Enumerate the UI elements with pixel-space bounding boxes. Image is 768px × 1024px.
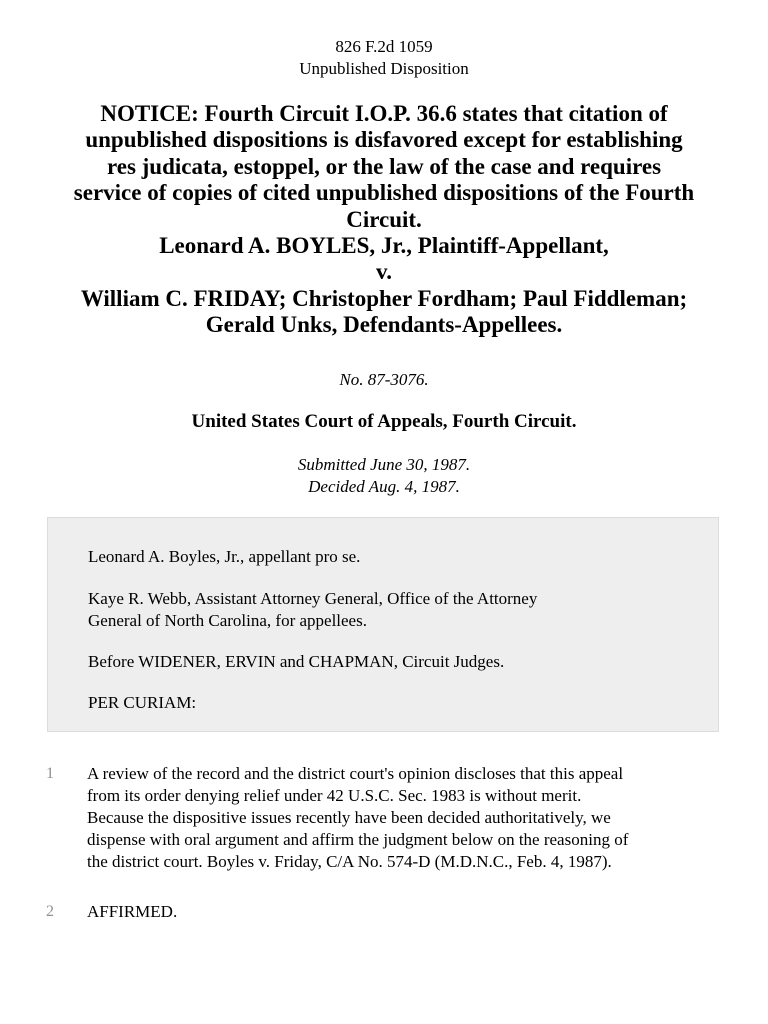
appellant-party: Leonard A. BOYLES, Jr., Plaintiff-Appellant,: [159, 233, 609, 259]
case-title: [30, 101, 738, 339]
judges-line: Before WIDENER, ERVIN and CHAPMAN, Circuit Judges.: [88, 652, 505, 671]
notice-line: res judicata, estoppel, or the law of the case and requires: [106, 153, 662, 179]
notice-line: NOTICE: Fourth Circuit I.O.P. 36.6 states that citation of: [100, 101, 668, 126]
notice-line: Circuit.: [346, 206, 422, 232]
notice-line: service of copies of cited unpublished dispositions of the Fourth: [73, 180, 695, 206]
citation-header: [0, 36, 768, 80]
case-dates: [0, 454, 768, 498]
paragraph-text: [87, 763, 628, 873]
counsel-panel: [47, 517, 719, 732]
paragraph-line: A review of the record and the district court's opinion discloses that this appeal: [87, 764, 624, 783]
appellees-counsel: [88, 588, 537, 632]
appellant-counsel: Leonard A. Boyles, Jr., appellant pro se.: [88, 547, 361, 566]
publication-status: Unpublished Disposition: [299, 59, 469, 78]
paragraph-line: Because the dispositive issues recently have been decided authoritatively, we: [87, 808, 611, 827]
paragraph-line: AFFIRMED.: [87, 902, 178, 921]
submitted-date: Submitted June 30, 1987.: [297, 455, 471, 474]
per-curiam-label: PER CURIAM:: [88, 693, 197, 712]
appellees-counsel-line: Kaye R. Webb, Assistant Attorney General, Office of the Attorney: [88, 589, 538, 608]
paragraph-line: from its order denying relief under 42 U.S.C. Sec. 1983 is without merit.: [87, 786, 582, 805]
notice-line: unpublished dispositions is disfavored except for establishing: [85, 127, 683, 153]
versus: v.: [376, 259, 392, 285]
docket-number: No. 87-3076.: [339, 370, 429, 389]
court-name: United States Court of Appeals, Fourth Circuit.: [191, 411, 577, 432]
reporter-citation: 826 F.2d 1059: [335, 37, 433, 56]
paragraph-text: [87, 901, 177, 923]
decided-date: Decided Aug. 4, 1987.: [308, 477, 460, 496]
appellees-party: Gerald Unks, Defendants-Appellees.: [205, 312, 563, 338]
paragraph-number: 1: [46, 765, 54, 782]
paragraph-line: the district court. Boyles v. Friday, C/A No. 574-D (M.D.N.C., Feb. 4, 1987).: [87, 852, 612, 871]
paragraph-number: 2: [46, 903, 54, 920]
paragraph-line: dispense with oral argument and affirm the judgment below on the reasoning of: [87, 830, 629, 849]
appellees-counsel-line: General of North Carolina, for appellees.: [88, 611, 367, 630]
appellees-party: William C. FRIDAY; Christopher Fordham; Paul Fiddleman;: [80, 285, 688, 311]
